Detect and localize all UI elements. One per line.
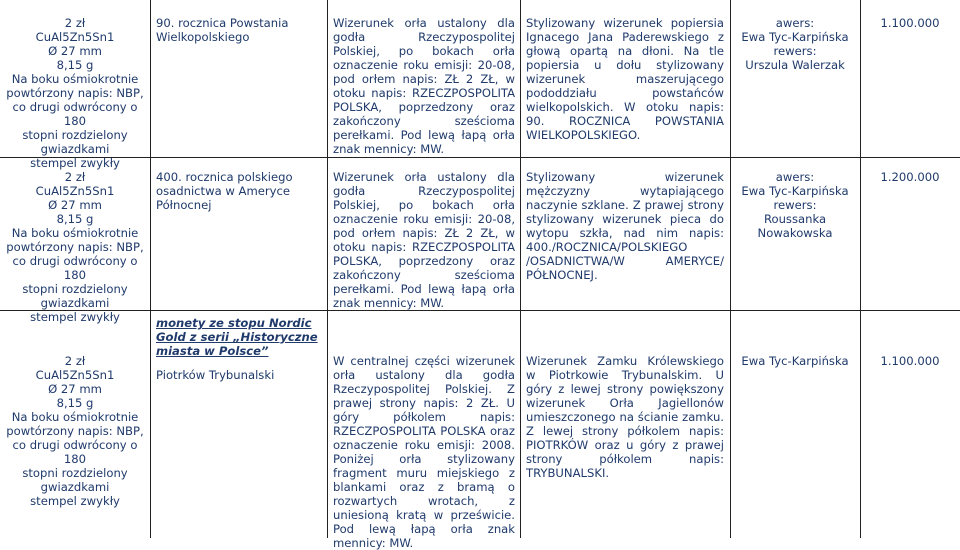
diameter: Ø 27 mm — [48, 382, 102, 396]
designer-name: Urszula Walerzak — [745, 58, 845, 72]
mintage: 1.200.000 — [880, 170, 940, 184]
edge-text: gwiazdkami — [40, 142, 110, 156]
edge-text: stopni rozdzielony — [22, 466, 128, 480]
mintage: 1.100.000 — [880, 16, 940, 30]
coin-title — [156, 170, 324, 212]
edge-text: co drugi odwrócony o 180 — [12, 254, 138, 282]
series-heading-line: monety ze stopu Nordic — [156, 316, 312, 330]
coin-specs — [0, 16, 150, 170]
weight: 8,15 g — [56, 396, 94, 410]
column-divider — [520, 0, 521, 538]
reverse-description: Stylizowany wizerunek popiersia Ignacego Jana Paderewskiego z głową opartą na dłoni. Na tle popiersia u dołu stylizowany wizerunek maszerującego pododdziału powstańców wielkopolskich. W otoku napis: 90. ROCZNICA POWSTANIA WIELKOPOLSKIEGO. — [526, 16, 724, 142]
designer-name: Ewa Tyc-Karpińska — [741, 30, 849, 44]
edge-text: powtórzony napis: NBP, — [6, 86, 144, 100]
column-divider — [327, 0, 328, 538]
designer-label: rewers: — [773, 198, 817, 212]
alloy: CuAl5Zn5Sn1 — [35, 368, 115, 382]
coin-title — [156, 368, 324, 382]
designer-name: Ewa Tyc-Karpińska — [741, 354, 849, 368]
alloy: CuAl5Zn5Sn1 — [35, 184, 115, 198]
title-line: 90. rocznica Powstania — [156, 16, 289, 30]
series-heading-line: Gold z serii „Historyczne — [156, 330, 318, 344]
denomination: 2 zł — [64, 170, 86, 184]
series-heading — [156, 316, 324, 358]
column-divider — [730, 0, 731, 538]
title-line: osadnictwa w Ameryce — [156, 184, 291, 198]
designer-name: Roussanka — [763, 212, 827, 226]
edge-text: Na boku ośmiokrotnie — [11, 410, 139, 424]
coin-title — [156, 16, 324, 44]
designer-label: rewers: — [773, 44, 817, 58]
edge-text: stopni rozdzielony — [22, 282, 128, 296]
edge-text: powtórzony napis: NBP, — [6, 240, 144, 254]
obverse-description: W centralnej części wizerunek orła ustalony dla godła Rzeczypospolitej Polskiej. Z prawej strony napis: 2 ZŁ. U góry półkolem napis: RZECZPOSPOLITA POLSKA oraz oznaczenie roku emisji: 2008. Poniżej orła stylizowany fragment muru miejskiego z blankami oraz z bramą o rozwartych wrotach, z uniesioną kratą w prześwicie. Pod lewą łapą orła znak mennicy: MW. — [333, 354, 515, 550]
stamp-quality: stempel zwykły — [30, 310, 120, 324]
stamp-quality: stempel zwykły — [30, 494, 120, 508]
edge-text: gwiazdkami — [40, 480, 110, 494]
designers — [730, 354, 860, 368]
obverse-description: Wizerunek orła ustalony dla godła Rzeczypospolitej Polskiej, po bokach orła oznaczenie roku emisji: 20-08, pod orłem napis: ZŁ 2 ZŁ, w otoku napis: RZECZPOSPOLITA POLSKA, poprzedzony oraz zakończony sześcioma perełkami. Pod lewą łapą orła znak mennicy: MW. — [333, 16, 515, 156]
reverse-description: Wizerunek Zamku Królewskiego w Piotrkowie Trybunalskim. U góry z lewej strony powiększony wizerunek Orła Jagiellonów umieszczonego na ścianie zamku. Z lewej strony półkolem napis: PIOTRKÓW oraz u góry z prawej strony półkolem napis: TRYBUNALSKI. — [526, 354, 724, 480]
denomination: 2 zł — [64, 16, 86, 30]
edge-text: gwiazdkami — [40, 296, 110, 310]
title-line: Wielkopolskiego — [156, 30, 250, 44]
designer-label: awers: — [775, 170, 815, 184]
stamp-quality: stempel zwykły — [30, 156, 120, 170]
edge-text: stopni rozdzielony — [22, 128, 128, 142]
designer-label: awers: — [775, 16, 815, 30]
edge-text: powtórzony napis: NBP, — [6, 424, 144, 438]
designers — [730, 170, 860, 240]
edge-text: co drugi odwrócony o 180 — [12, 100, 138, 128]
diameter: Ø 27 mm — [48, 198, 102, 212]
coin-specs — [0, 170, 150, 324]
edge-text: co drugi odwrócony o 180 — [12, 438, 138, 466]
denomination: 2 zł — [64, 354, 86, 368]
title-line: 400. rocznica polskiego — [156, 170, 293, 184]
title-line: Północnej — [156, 198, 212, 212]
diameter: Ø 27 mm — [48, 44, 102, 58]
weight: 8,15 g — [56, 58, 94, 72]
alloy: CuAl5Zn5Sn1 — [35, 30, 115, 44]
column-divider — [150, 0, 151, 538]
edge-text: Na boku ośmiokrotnie — [11, 226, 139, 240]
title-line: Piotrków Trybunalski — [156, 368, 275, 382]
designer-name: Ewa Tyc-Karpińska — [741, 184, 849, 198]
designers — [730, 16, 860, 72]
designer-name: Nowakowska — [757, 226, 833, 240]
edge-text: Na boku ośmiokrotnie — [11, 72, 139, 86]
reverse-description: Stylizowany wizerunek mężczyzny wytapiającego naczynie szklane. Z prawej strony stylizowany wizerunek pieca do wytopu szkła, nad nim napis: 400./ROCZNICA/POLSKIEGO /OSADNICTWA/W AMERYCE/ PÓŁNOCNEJ. — [526, 170, 724, 282]
mintage: 1.100.000 — [880, 354, 940, 368]
column-divider — [860, 0, 861, 538]
obverse-description: Wizerunek orła ustalony dla godła Rzeczypospolitej Polskiej, po bokach orła oznaczenie roku emisji: 20-08, pod orłem napis: ZŁ 2 ZŁ, w otoku napis: RZECZPOSPOLITA POLSKA, poprzedzony oraz zakończony sześcioma perełkami. Pod lewą łapą orła znak mennicy: MW. — [333, 170, 515, 310]
coin-specs — [0, 354, 150, 508]
series-heading-line: miasta w Polsce” — [156, 344, 269, 358]
weight: 8,15 g — [56, 212, 94, 226]
